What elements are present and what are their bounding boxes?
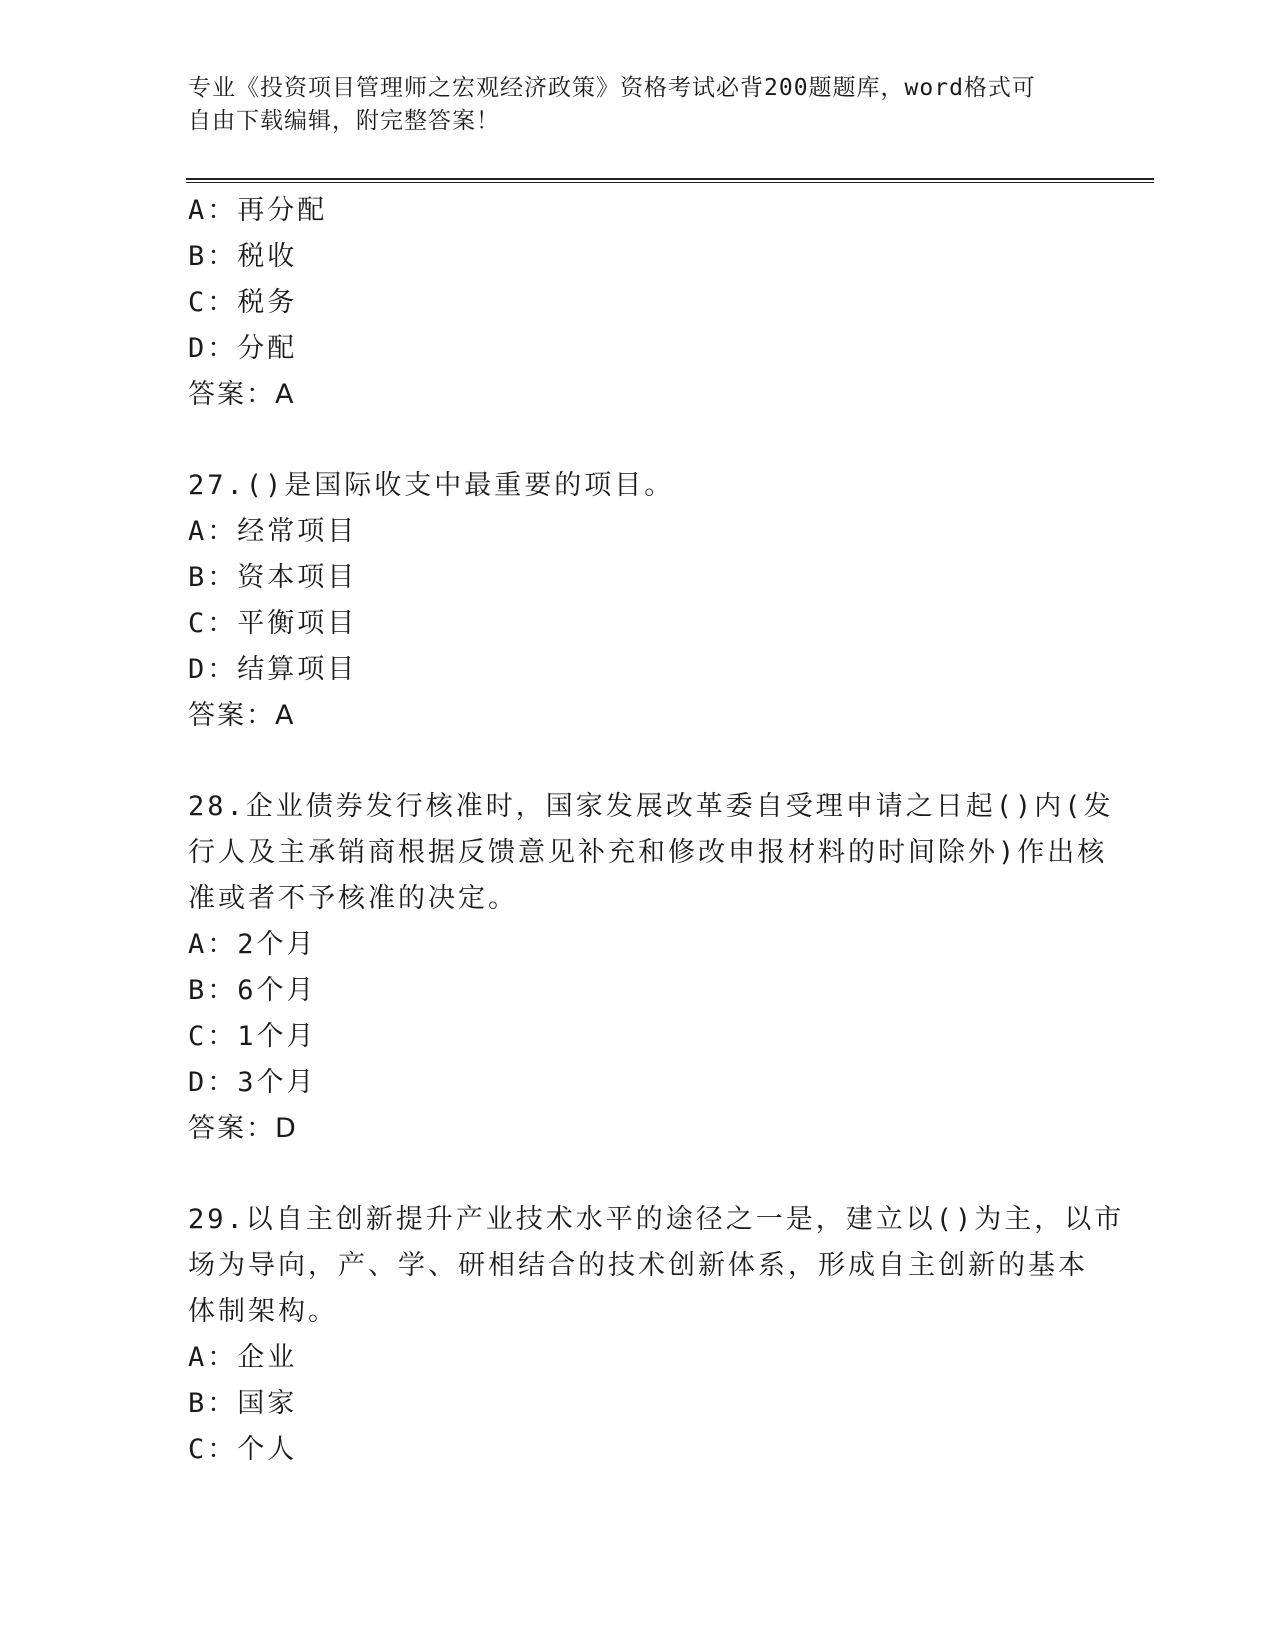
question-stem-line: 场为导向，产、学、研相结合的技术创新体系，形成自主创新的基本 (188, 1250, 1088, 1281)
option-b: B：国家 (188, 1388, 298, 1419)
option-b: B：税收 (188, 241, 298, 272)
option-d: D：结算项目 (188, 654, 358, 685)
question-stem (188, 1197, 1125, 1335)
question-list (188, 188, 1125, 1473)
header-title-line-2: 自由下载编辑，附完整答案！ (188, 108, 500, 134)
document-header (188, 72, 1068, 138)
option-d: D：分配 (188, 333, 298, 364)
option-d: D：3个月 (188, 1067, 317, 1098)
option-a: A：2个月 (188, 929, 317, 960)
answer-line: 答案：A (188, 700, 296, 731)
option-c: C：税务 (188, 287, 298, 318)
option-a: A：经常项目 (188, 516, 358, 547)
option-b: B：资本项目 (188, 562, 358, 593)
header-divider (186, 178, 1154, 183)
option-a: A：企业 (188, 1342, 298, 1373)
question-stem-line: 行人及主承销商根据反馈意见补充和修改申报材料的时间除外)作出核 (188, 837, 1108, 868)
option-b: B：6个月 (188, 975, 317, 1006)
option-c: C：1个月 (188, 1021, 317, 1052)
question-stem: 27.()是国际收支中最重要的项目。 (188, 470, 675, 501)
option-c: C：平衡项目 (188, 608, 358, 639)
question-stem (188, 784, 1114, 922)
question-26 (188, 188, 1088, 418)
option-c: C：个人 (188, 1434, 298, 1465)
question-27 (188, 463, 1088, 739)
answer-line: 答案：D (188, 1113, 298, 1144)
option-a: A：再分配 (188, 195, 328, 226)
question-stem-line: 准或者不予核准的决定。 (188, 883, 518, 914)
question-stem-line: 28.企业债券发行核准时，国家发展改革委自受理申请之日起()内(发 (188, 791, 1114, 822)
question-28 (188, 784, 1114, 1152)
header-title-line-1: 专业《投资项目管理师之宏观经济政策》资格考试必背200题题库，word格式可 (188, 75, 1036, 101)
answer-line: 答案：A (188, 379, 296, 410)
question-stem-line: 29.以自主创新提升产业技术水平的途径之一是，建立以()为主，以市 (188, 1204, 1125, 1235)
question-stem-line: 体制架构。 (188, 1296, 338, 1327)
question-29 (188, 1197, 1125, 1473)
